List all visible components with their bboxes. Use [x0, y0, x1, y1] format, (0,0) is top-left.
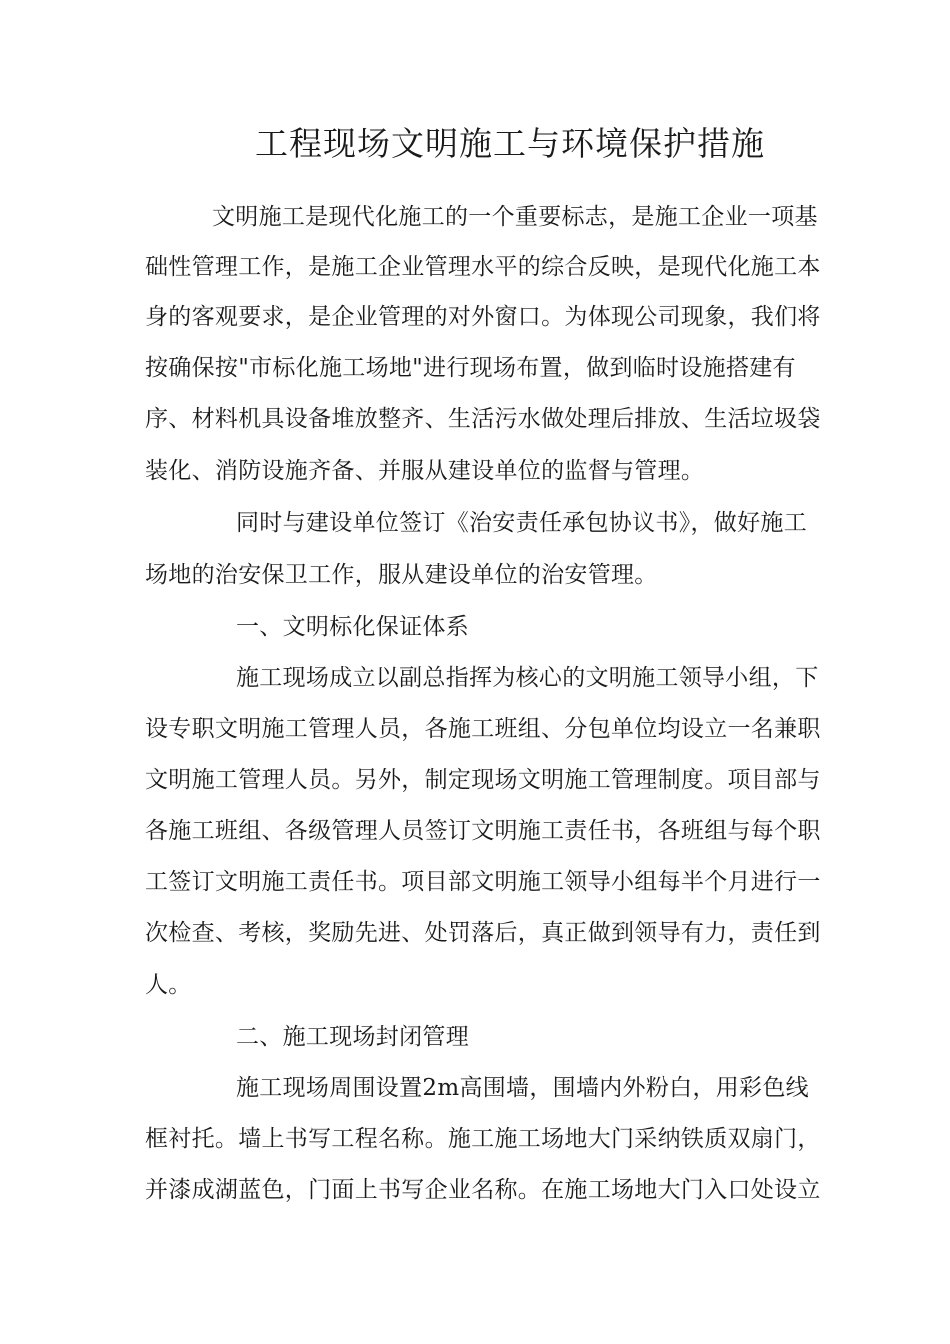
paragraph-line: 础性管理工作，是施工企业管理水平的综合反映，是现代化施工本: [145, 254, 821, 280]
paragraph-line: 装化、消防设施齐备、并服从建设单位的监督与管理。: [145, 458, 705, 484]
paragraph-line: 按确保按"市标化施工场地"进行现场布置，做到临时设施搭建有: [145, 355, 796, 381]
paragraph-line: 设专职文明施工管理人员，各施工班组、分包单位均设立一名兼职: [145, 716, 821, 742]
paragraph-line: 次检查、考核，奖励先进、处罚落后，真正做到领导有力，责任到: [145, 920, 821, 946]
paragraph-line: 施工现场成立以副总指挥为核心的文明施工领导小组，下: [236, 665, 819, 691]
paragraph-line: 序、材料机具设备堆放整齐、生活污水做处理后排放、生活垃圾袋: [145, 406, 821, 432]
paragraph-line: 框衬托。墙上书写工程名称。施工施工场地大门采纳铁质双扇门，: [145, 1126, 821, 1152]
document-title: 工程现场文明施工与环境保护措施: [255, 124, 765, 163]
paragraph-line: 各施工班组、各级管理人员签订文明施工责任书，各班组与每个职: [145, 818, 821, 844]
paragraph-line: 人。: [145, 972, 192, 998]
paragraph-line: 文明施工管理人员。另外，制定现场文明施工管理制度。项目部与: [145, 767, 821, 793]
paragraph-line: 施工现场周围设置2m高围墙，围墙内外粉白，用彩色线: [236, 1075, 809, 1101]
section-heading: 二、施工现场封闭管理: [236, 1024, 469, 1050]
section-heading: 一、文明标化保证体系: [236, 614, 469, 640]
paragraph-line: 身的客观要求，是企业管理的对外窗口。为体现公司现象，我们将: [145, 304, 821, 330]
paragraph-line: 并漆成湖蓝色，门面上书写企业名称。在施工场地大门入口处设立: [145, 1177, 821, 1203]
paragraph-line: 工签订文明施工责任书。项目部文明施工领导小组每半个月进行一: [145, 869, 821, 895]
paragraph-line: 场地的治安保卫工作，服从建设单位的治安管理。: [145, 562, 658, 588]
paragraph-line: 文明施工是现代化施工的一个重要标志，是施工企业一项基: [212, 204, 818, 230]
paragraph-line: 同时与建设单位签订《治安责任承包协议书》，做好施工: [236, 510, 807, 536]
